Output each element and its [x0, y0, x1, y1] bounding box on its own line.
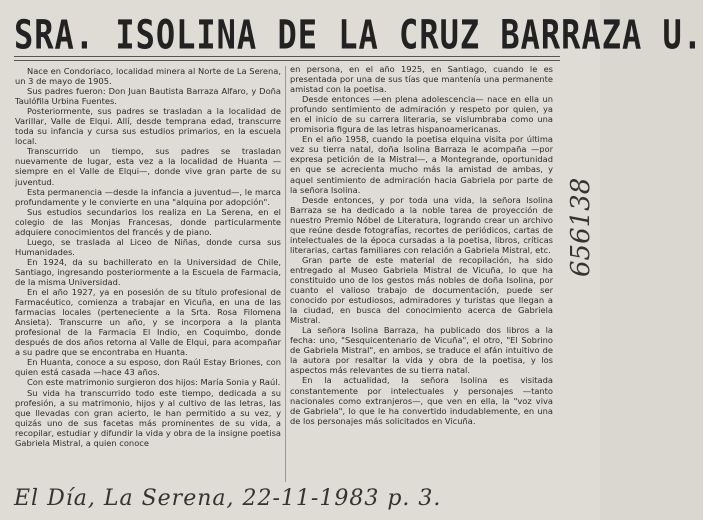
column-divider — [285, 66, 286, 482]
paragraph: Luego, se traslada al Liceo de Niñas, donde cursa sus Humanidades. — [15, 236, 281, 257]
paragraph: En Huanta, conoce a su esposo, don Raúl Estay Briones, con quien está casada —hace 43 años. — [15, 357, 281, 378]
paragraph: Sus padres fueron: Don Juan Bautista Barraza Alfaro, y Doña Taulófila Urbina Fuentes. — [15, 86, 281, 107]
paragraph: La señora Isolina Barraza, ha publicado dos libros a la fecha: uno, "Sesquicentenario de Vicuña", el otro, "El Sobrino de Gabriela Mistral", en ambos, se traduce el afán intuitivo de la autora por resaltar la vida y obra de la poetisa, y los aspectos más relevantes de su tierra natal. — [290, 325, 553, 376]
paragraph: Su vida ha transcurrido todo este tiempo, dedicada a su profesión, a su matrimonio, hijos y al cultivo de las letras, las que llevadas con gran acierto, le han permitido a su vez, y quizás uno de sus facetas más prominentes de su vida, a recopilar, estudiar y difundir la vida y obra de la insigne poetisa Gabriela Mistral, a quien conoce — [15, 387, 281, 448]
paragraph: en persona, en el año 1925, en Santiago, cuando le es presentada por una de sus tías que mantenía una permanente amistad con la poetisa. — [290, 64, 553, 95]
paragraph: Nace en Condoriaco, localidad minera al Norte de La Serena, un 3 de mayo de 1905. — [15, 66, 281, 87]
paragraph: En 1924, da su bachillerato en la Universidad de Chile, Santiago, ingresando posteriormente a la Escuela de Farmacia, de la misma Universidad. — [15, 256, 281, 287]
paragraph: Desde entonces —en plena adolescencia— nace en ella un profundo sentimiento de admiración y respeto por quien, ya en el inicio de su carrera literaria, se vislumbraba como una promisoria figura de las letras hispanoamericanas. — [290, 94, 553, 135]
paragraph: Posteriormente, sus padres se trasladan a la localidad de Varillar, Valle de Elqui. Allí, desde temprana edad, transcurre toda su infancia y cursa sus estudios primarios, en la escuela local. — [15, 106, 281, 147]
handwritten-source-note: El Día, La Serena, 22-11-1983 p. 3. — [14, 486, 442, 511]
headline: SRA. ISOLINA DE LA CRUZ BARRAZA U. — [14, 11, 703, 59]
paragraph: En el año 1927, ya en posesión de su título profesional de Farmacéutico, comienza a trabajar en Vicuña, en una de las farmacias locales (perteneciente a la Srta. Rosa Filomena Ansieta). Transcurre un año, y se incorpora a la planta profesional de la Farmacia El Indio, en Coquimbo, donde después de dos años retorna al Valle de Elqui, para acompañar a su padre que se encontraba en Huanta. — [15, 287, 281, 358]
paragraph: Con este matrimonio surgieron dos hijos: María Sonia y Raúl. — [27, 377, 281, 388]
paragraph: Gran parte de este material de recopilación, ha sido entregado al Museo Gabriela Mistral de Vicuña, lo que ha constituido uno de los gestos más nobles de doña Isolina, por cuanto el valioso trabajo de documentación, puede ser conocido por estudiosos, admiradores y turistas que llegan a la ciudad, en busca del conocimiento acerca de Gabriela Mistral. — [290, 254, 553, 326]
paragraph: En el año 1958, cuando la poetisa elquina visita por última vez su tierra natal, doña Isolina Barraza le acompaña —por expresa petición de la Mistral—, a Montegrande, oportunidad en que se acrecienta mucho más la amistad de ambas, y aquel sentimiento de admiración hacia Gabriela por parte de la señora Isolina. — [290, 134, 553, 195]
article-left-column — [15, 66, 281, 448]
paragraph: En la actualidad, la señora Isolina es visitada constantemente por intelectuales y personajes —tanto nacionales como extranjeros—, que ven en ella, la "voz viva de Gabriela", lo que le ha convertido indudablemente, en una de los personajes más solicitados en Vicuña. — [290, 375, 553, 426]
paragraph: Sus estudios secundarios los realiza en La Serena, en el colegio de las Monjas Francesas, donde particularmente adquiere conocimientos del francés y de piano. — [15, 206, 281, 237]
paragraph: Transcurrido un tiempo, sus padres se trasladan nuevamente de lugar, esta vez a la localidad de Huanta —siempre en el Valle de Elqui—, donde vive gran parte de su juventud. — [15, 146, 281, 187]
article-right-column — [290, 64, 553, 426]
paragraph: Desde entonces, y por toda una vida, la señora Isolina Barraza se ha dedicado a la noble tarea de proyección de nuestro Premio Nóbel de Literatura, logrando crear un archivo que reúne desde fotografías, recortes de periódicos, cartas de intelectuales de la época cursadas a la poetisa, libros, críticas literarias, cartas familiares con relación a Gabriela Mistral, etc. — [290, 194, 553, 255]
headline-rule-bottom — [14, 60, 560, 61]
headline-rule-top — [14, 56, 560, 57]
paragraph: Esta permanencia —desde la infancia a juventud—, le marca profundamente y le convierte en una "alquina por adopción". — [15, 186, 281, 207]
handwritten-archive-number: 656138 — [566, 177, 596, 277]
